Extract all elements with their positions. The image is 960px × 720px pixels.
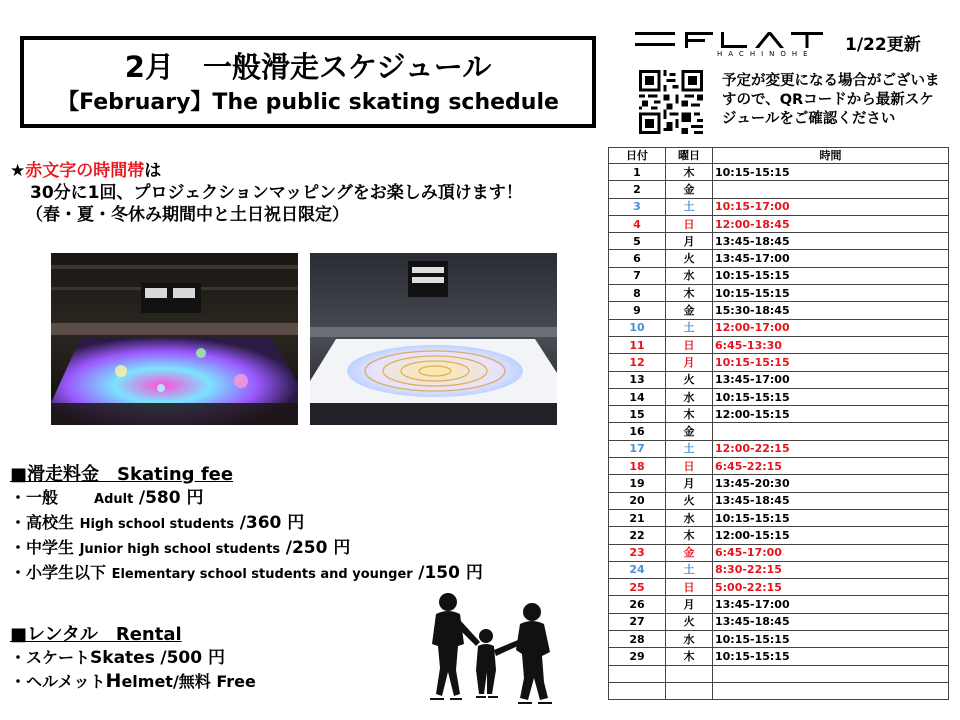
time-cell: 10:15-17:00 (713, 198, 949, 215)
col-weekday-header: 曜日 (666, 148, 713, 164)
table-row (609, 198, 949, 215)
weekday-cell: 月 (666, 233, 713, 250)
fee-row-elementary: ・小学生以下 Elementary school students and younger /150 円 (10, 563, 483, 583)
time-cell (713, 423, 949, 440)
date-cell: 22 (609, 527, 666, 544)
table-row (609, 665, 949, 682)
notice-line-3: （春・夏・冬休み期間中と土日祝日限定） (26, 205, 349, 225)
table-row (609, 354, 949, 371)
time-cell: 10:15-15:15 (713, 267, 949, 284)
time-cell: 12:00-17:00 (713, 319, 949, 336)
weekday-cell: 火 (666, 250, 713, 267)
weekday-cell: 日 (666, 215, 713, 232)
table-row (609, 181, 949, 198)
rental-heading: ■レンタル Rental (10, 624, 182, 645)
time-cell: 12:00-15:15 (713, 406, 949, 423)
date-cell: 9 (609, 302, 666, 319)
weekday-cell: 火 (666, 371, 713, 388)
notice-line-2: 30分に1回、プロジェクションマッピングをお楽しみ頂けます！ (30, 183, 523, 203)
table-row (609, 267, 949, 284)
time-cell: 10:15-15:15 (713, 509, 949, 526)
weekday-cell: 金 (666, 544, 713, 561)
projection-notice (10, 160, 523, 226)
date-cell: 1 (609, 164, 666, 181)
time-cell: 13:45-17:00 (713, 371, 949, 388)
table-row (609, 371, 949, 388)
time-cell: 10:15-15:15 (713, 388, 949, 405)
time-cell: 15:30-18:45 (713, 302, 949, 319)
time-cell: 13:45-18:45 (713, 492, 949, 509)
date-cell: 10 (609, 319, 666, 336)
date-cell (609, 682, 666, 699)
date-cell: 23 (609, 544, 666, 561)
weekday-cell: 土 (666, 198, 713, 215)
date-cell: 16 (609, 423, 666, 440)
flat-logo (635, 28, 835, 56)
weekday-cell: 金 (666, 302, 713, 319)
table-row (609, 250, 949, 267)
date-cell: 4 (609, 215, 666, 232)
weekday-cell: 木 (666, 164, 713, 181)
date-cell: 24 (609, 561, 666, 578)
rental-row-helmet: ・ヘルメットHelmet/無料 Free (10, 670, 256, 692)
time-cell: 10:15-15:15 (713, 354, 949, 371)
table-row (609, 164, 949, 181)
time-cell (713, 181, 949, 198)
table-row (609, 579, 949, 596)
fee-row-high-school: ・高校生 High school students /360 円 (10, 513, 305, 533)
weekday-cell: 木 (666, 648, 713, 665)
title-box (20, 36, 596, 128)
table-row (609, 613, 949, 630)
table-row (609, 648, 949, 665)
date-cell: 27 (609, 613, 666, 630)
time-cell: 8:30-22:15 (713, 561, 949, 578)
logo-subtext: HACHINOHE (717, 50, 814, 58)
date-cell: 8 (609, 285, 666, 302)
date-cell: 20 (609, 492, 666, 509)
schedule-header-row (609, 148, 949, 164)
date-cell: 17 (609, 440, 666, 457)
table-row (609, 215, 949, 232)
date-cell: 29 (609, 648, 666, 665)
weekday-cell: 月 (666, 354, 713, 371)
date-cell: 15 (609, 406, 666, 423)
rink-photo-projection-2 (310, 253, 557, 425)
date-cell: 6 (609, 250, 666, 267)
fee-row-adult: ・一般 Adult /580 円 (10, 488, 204, 508)
date-cell: 13 (609, 371, 666, 388)
star-icon: ★ (10, 161, 26, 181)
table-row (609, 388, 949, 405)
table-row (609, 475, 949, 492)
time-cell: 12:00-18:45 (713, 215, 949, 232)
table-row (609, 682, 949, 699)
schedule-table (608, 147, 949, 700)
qr-code[interactable] (638, 70, 704, 134)
weekday-cell: 火 (666, 613, 713, 630)
date-cell: 18 (609, 458, 666, 475)
time-cell: 12:00-22:15 (713, 440, 949, 457)
time-cell: 6:45-17:00 (713, 544, 949, 561)
date-cell: 2 (609, 181, 666, 198)
table-row (609, 302, 949, 319)
time-cell: 10:15-15:15 (713, 164, 949, 181)
updated-label: 1/22更新 (845, 35, 921, 55)
time-cell: 13:45-18:45 (713, 613, 949, 630)
time-cell: 13:45-17:00 (713, 250, 949, 267)
table-row (609, 561, 949, 578)
qr-code-icon (638, 70, 704, 134)
col-date-header: 日付 (609, 148, 666, 164)
weekday-cell: 日 (666, 458, 713, 475)
time-cell: 10:15-15:15 (713, 648, 949, 665)
weekday-cell: 日 (666, 579, 713, 596)
time-cell: 10:15-15:15 (713, 285, 949, 302)
table-row (609, 285, 949, 302)
rental-row-skates: ・スケートSkates /500 円 (10, 648, 226, 668)
date-cell: 5 (609, 233, 666, 250)
date-cell: 11 (609, 336, 666, 353)
time-cell (713, 665, 949, 682)
weekday-cell: 水 (666, 267, 713, 284)
date-cell: 12 (609, 354, 666, 371)
weekday-cell: 火 (666, 492, 713, 509)
weekday-cell (666, 665, 713, 682)
weekday-cell: 水 (666, 631, 713, 648)
table-row (609, 492, 949, 509)
weekday-cell: 木 (666, 406, 713, 423)
date-cell: 21 (609, 509, 666, 526)
table-row (609, 319, 949, 336)
table-row (609, 527, 949, 544)
fee-row-junior-high: ・中学生 Junior high school students /250 円 (10, 538, 351, 558)
date-cell: 25 (609, 579, 666, 596)
page-subtitle: 【February】The public skating schedule (57, 90, 559, 115)
table-row (609, 509, 949, 526)
weekday-cell: 月 (666, 475, 713, 492)
time-cell: 13:45-20:30 (713, 475, 949, 492)
table-row (609, 631, 949, 648)
skaters-silhouette (420, 590, 570, 710)
notice-after-red: は (144, 161, 162, 181)
col-time-header: 時間 (713, 148, 949, 164)
weekday-cell: 金 (666, 181, 713, 198)
table-row (609, 458, 949, 475)
notice-red-text: 赤文字の時間帯 (25, 161, 145, 181)
date-cell: 26 (609, 596, 666, 613)
time-cell: 12:00-15:15 (713, 527, 949, 544)
qr-note: 予定が変更になる場合がございますので、QRコードから最新スケジュールをご確認ください (722, 73, 940, 127)
table-row (609, 406, 949, 423)
date-cell (609, 665, 666, 682)
weekday-cell: 月 (666, 596, 713, 613)
table-row (609, 336, 949, 353)
table-row (609, 440, 949, 457)
date-cell: 14 (609, 388, 666, 405)
time-cell (713, 682, 949, 699)
date-cell: 3 (609, 198, 666, 215)
weekday-cell: 土 (666, 440, 713, 457)
time-cell: 6:45-22:15 (713, 458, 949, 475)
weekday-cell: 水 (666, 509, 713, 526)
weekday-cell: 木 (666, 527, 713, 544)
weekday-cell: 日 (666, 336, 713, 353)
weekday-cell: 土 (666, 319, 713, 336)
page-title: 2月 一般滑走スケジュール (124, 50, 492, 84)
rental-section (10, 620, 256, 693)
weekday-cell (666, 682, 713, 699)
date-cell: 28 (609, 631, 666, 648)
time-cell: 13:45-17:00 (713, 596, 949, 613)
time-cell: 5:00-22:15 (713, 579, 949, 596)
skating-fee-section (10, 460, 483, 586)
weekday-cell: 金 (666, 423, 713, 440)
date-cell: 19 (609, 475, 666, 492)
weekday-cell: 水 (666, 388, 713, 405)
time-cell: 13:45-18:45 (713, 233, 949, 250)
table-row (609, 596, 949, 613)
table-row (609, 423, 949, 440)
rink-photo-projection-1 (51, 253, 298, 425)
time-cell: 10:15-15:15 (713, 631, 949, 648)
skating-fee-heading: ■滑走料金 Skating fee (10, 464, 234, 485)
table-row (609, 233, 949, 250)
date-cell: 7 (609, 267, 666, 284)
table-row (609, 544, 949, 561)
weekday-cell: 土 (666, 561, 713, 578)
weekday-cell: 木 (666, 285, 713, 302)
time-cell: 6:45-13:30 (713, 336, 949, 353)
